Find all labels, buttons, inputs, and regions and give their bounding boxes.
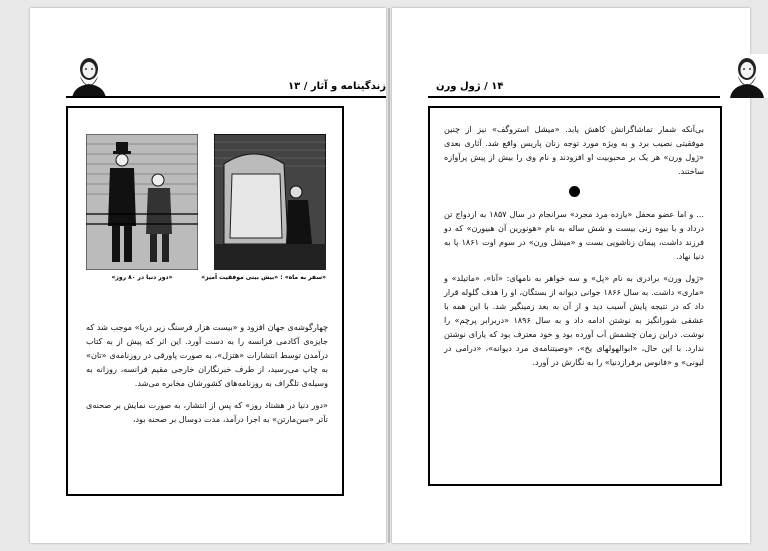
header-rule xyxy=(66,96,386,98)
figure-moon-voyage xyxy=(201,134,326,281)
book-spine xyxy=(388,8,390,543)
right-page xyxy=(392,8,750,543)
left-running-head xyxy=(66,64,386,100)
left-paragraph-1: چهارگوشه‌ی جهان افزود و «بیست هزار فرسنگ زیر دریا» موجب شد که جایزه‌ی آکادمی فرانسه را به دست آورد. این اثر که پیش از به کتاب درآمدن توسط انتشارات «هتزل»، به صورت پاورقی در روزنامه‌ی «تان» به چاپ می‌رسید، از طرف خبرنگاران خارجی مقیم فرانسه، روزانه به وسیله‌ی تلگراف به روزنامه‌های کشورشان مخابره می‌شد. xyxy=(86,322,328,388)
left-page xyxy=(30,8,386,543)
caption-travelers: «دور دنیا در ۸۰ روز» xyxy=(111,274,173,281)
moon-voyage-engraving xyxy=(214,134,326,270)
right-body-text xyxy=(444,122,704,377)
left-body-text xyxy=(86,320,328,434)
right-paragraph-2: ... و اما عضو محفل «یازده مرد مجرد» سرانجام در سال ۱۸۵۷ به ازدواج تن درداد و با بیوه زنی بیست و شش ساله به نام «هونورین آن هبیورن» که دو فرزند داشت، پیمان زناشویی بست و «میشل ورن» در سوم اوت ۱۸۶۱ پا به دنیا نهاد. xyxy=(444,209,704,261)
right-paragraph-1: بی‌آنکه شمار تماشاگرانش کاهش یابد. «میشل استروگف» نیز از چنین موفقیتی نصیب برد و به ویژه مورد توجه زنان پاریس واقع شد. آثاری بعدی «ژول ورن» هر یک بر محبوبیت او افزودند و نام وی را بیش از پیش پرآوازه ساختند. xyxy=(444,124,704,176)
right-content-frame xyxy=(428,106,722,486)
right-running-head xyxy=(428,64,720,100)
jules-verne-portrait-icon xyxy=(66,54,112,98)
jules-verne-portrait-icon xyxy=(724,54,768,98)
right-paragraph-3: «ژول ورن» برادری به نام «پل» و سه خواهر به نامهای: «آنا»، «ماتیلد» و «ماری» داشت. به سال ۱۸۶۶ جوانی دیوانه از بستگان، او را هدف گلوله قرار داد که در نتیجه پایش آسیب دید و از آن به بعد زمینگیر شد. با این همه با عشقی شورانگیز به نوشتن ادامه داد و به سال ۱۸۹۶ «دربرابر پرچم» را نوشت. دراین زمان چشمش آب آورده بود و خود معترف بود که یارای نوشتن ندارد. با این حال، «ابوالهولهای یخ»، «وصیتنامه‌ی مرد دیوانه»، «درامی در لیونی» و «فانوس برفرازدنیا» را به نگارش در آورد. xyxy=(444,273,704,367)
caption-moon-voyage: «سفر به ماه» : «بیش بینی موفقیت آمیز» xyxy=(201,274,326,281)
figure-travelers xyxy=(86,134,198,281)
right-page-header: ۱۴ / ژول ورن xyxy=(436,81,504,92)
section-bullet-icon xyxy=(569,186,580,197)
left-page-header: زندگینامه و آثار / ۱۳ xyxy=(288,81,386,92)
left-content-frame xyxy=(66,106,344,496)
travelers-engraving xyxy=(86,134,198,270)
left-paragraph-2: «دور دنیا در هشتاد روز» که پس از انتشار، به صورت نمایش بر صحنه‌ی تآتر «سن‌مارتن» به اجرا درآمد، مدت دوسال بر صحنه بود، xyxy=(86,400,328,424)
illustrations xyxy=(86,134,326,292)
header-rule xyxy=(428,96,720,98)
